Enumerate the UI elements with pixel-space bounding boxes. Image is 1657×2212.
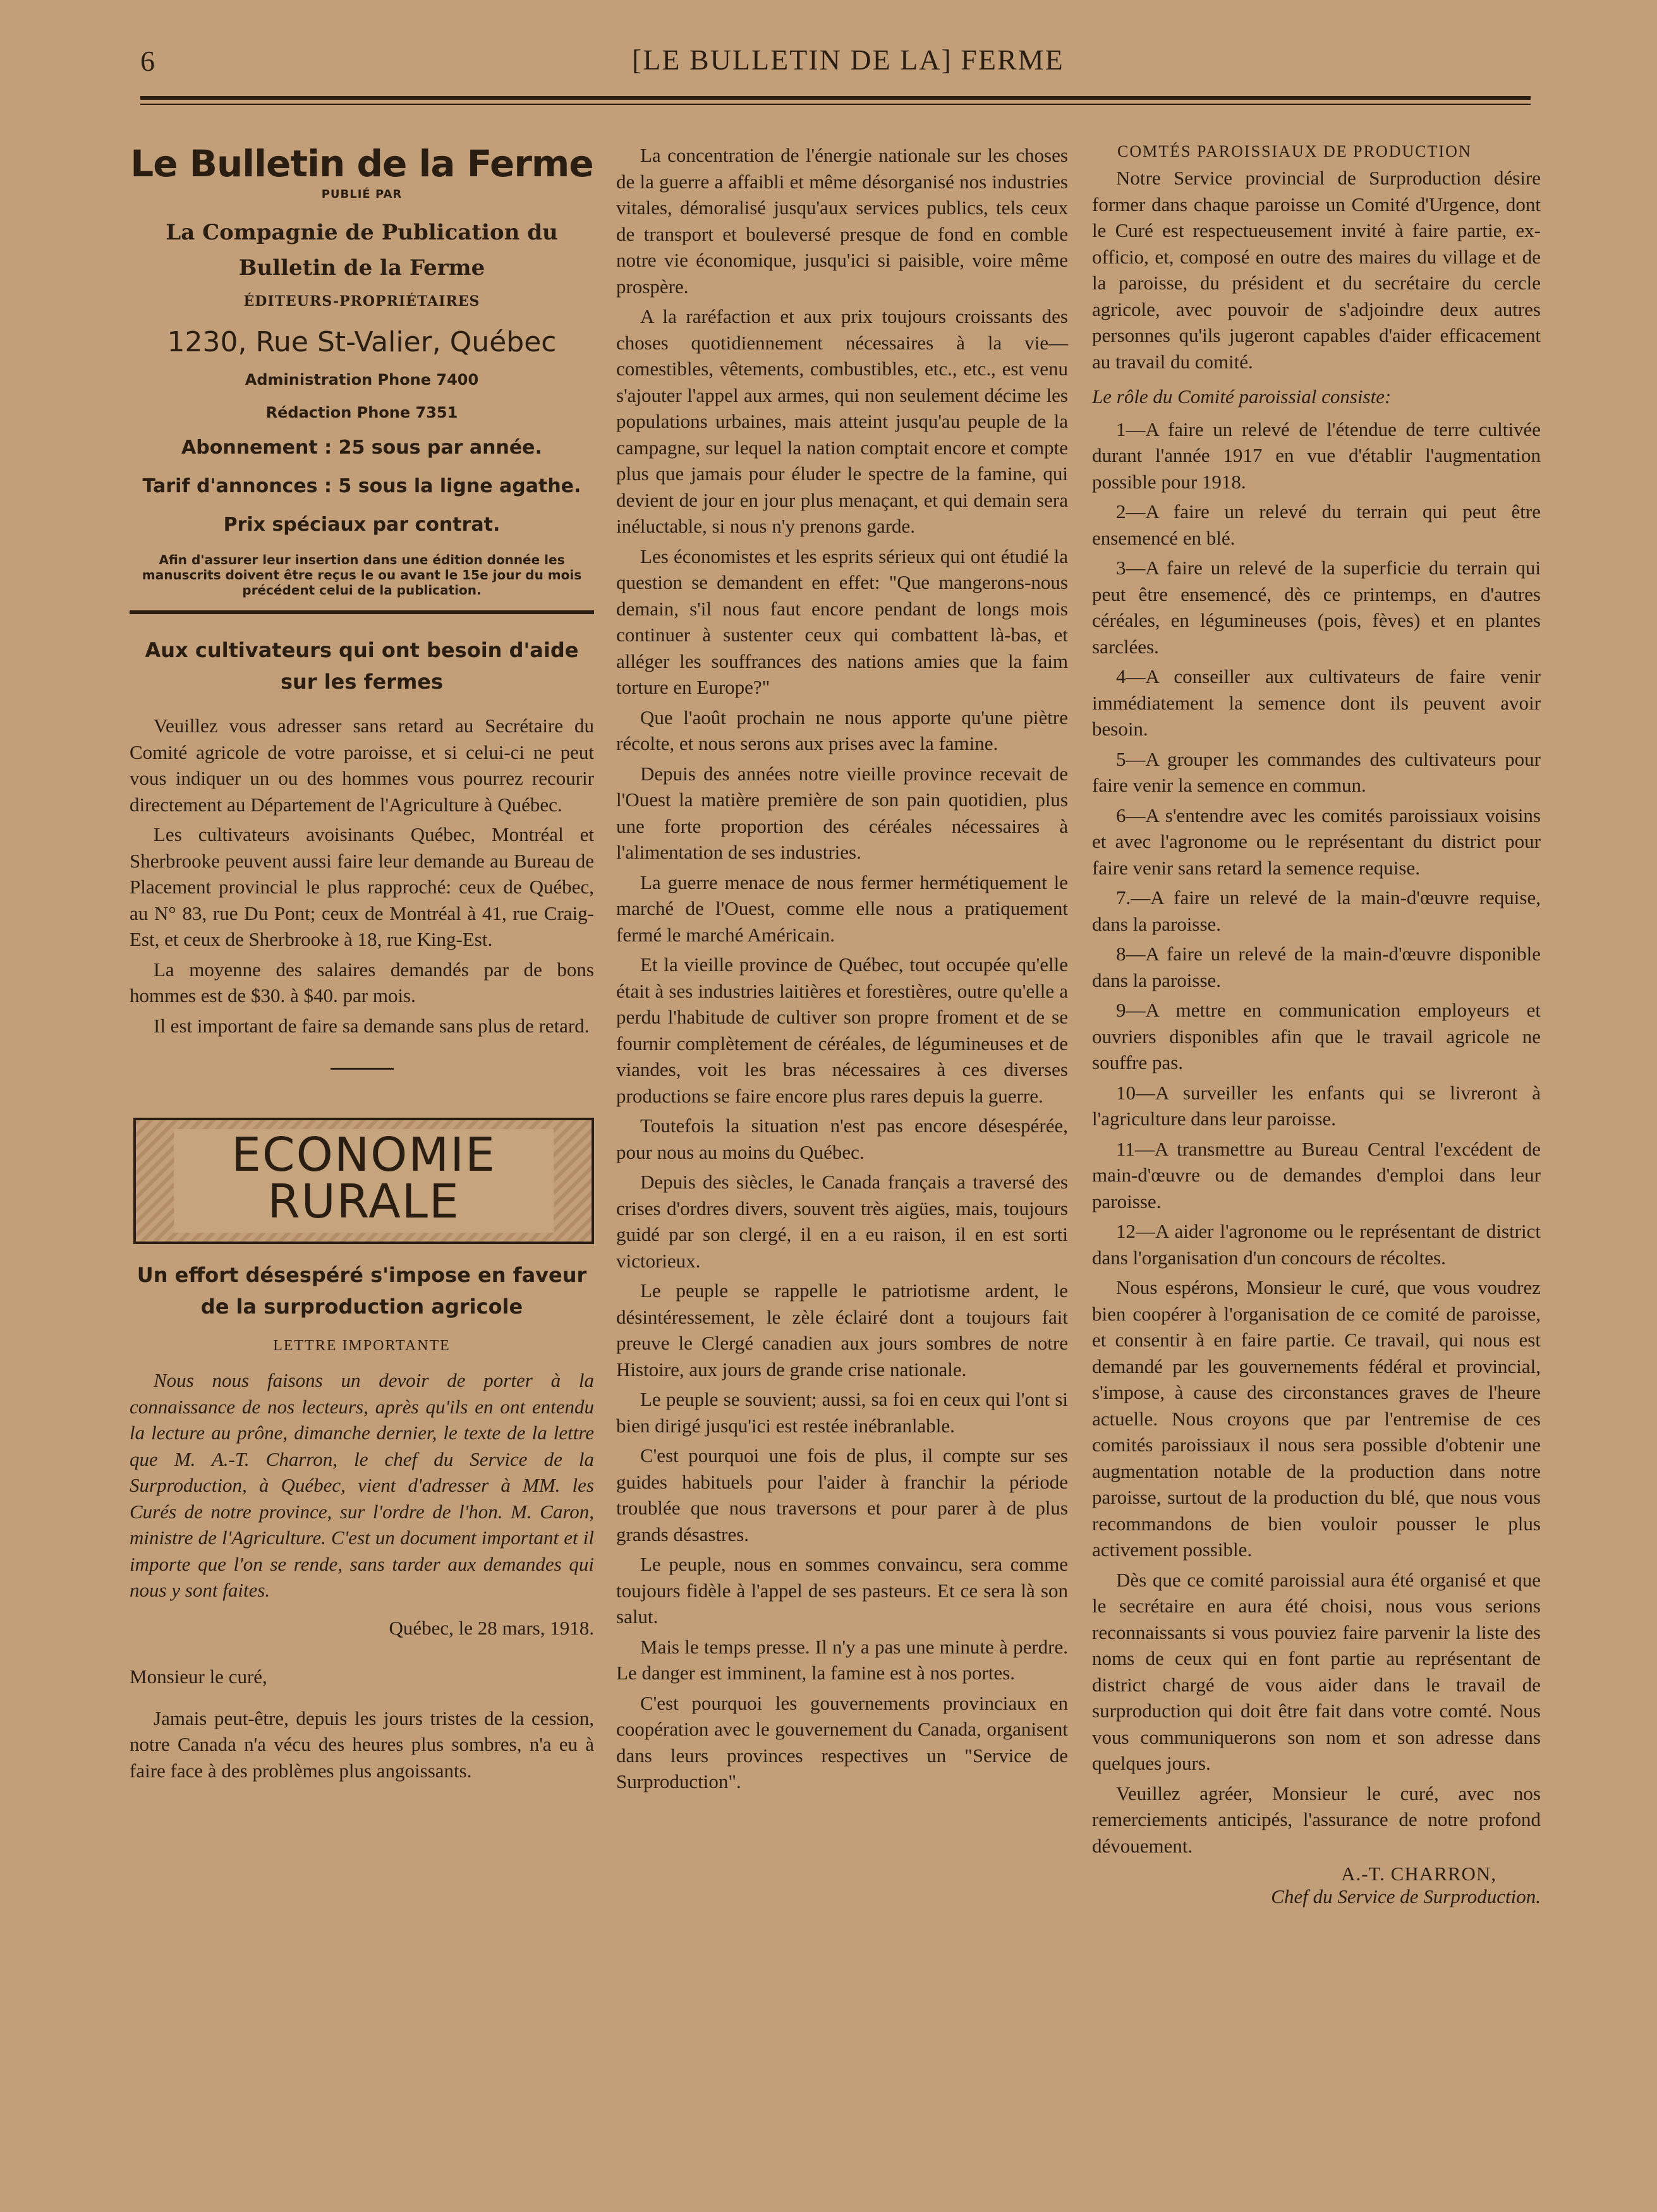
role-heading: Le rôle du Comité paroissial consiste:: [1092, 385, 1392, 408]
aide-paragraph: La moyenne des salaires demandés par de bons hommes est de $30. à $40. par mois.: [130, 958, 594, 1006]
publisher-line-1: La Compagnie de Publication du: [166, 220, 558, 245]
letter-paragraph: Et la vieille province de Québec, tout occupée qu'elle était à ses industries laitières et forestières, outre qu'elle a perdu l'habitude de cultiver son propre froment et de se fournir complètement de céréales, de légumineuses et de viandes, voit les bras nécessaires à ces diverses productions se faire encore plus rares depuis la guerre.: [616, 953, 1068, 1107]
letter-paragraph: Le peuple se rappelle le patriotisme ardent, le désintéressement, le zèle éclairé dont a toujours fait preuve le Clergé canadien aux jours sombres de notre Histoire, aux jours de grande crise nationale.: [616, 1279, 1068, 1381]
role-item: 2—A faire un relevé du terrain qui peut être ensemencé en blé.: [1092, 500, 1541, 549]
letter-paragraph: Que l'août prochain ne nous apporte qu'une piètre récolte, et nous serons aux prises avec la famine.: [616, 706, 1068, 754]
signature-name: A.-T. CHARRON,: [1341, 1863, 1496, 1885]
letter-paragraph: Nous espérons, Monsieur le curé, que vous voudrez bien coopérer à l'organisation de ce comité de paroisse, et consentir à en faire partie. Ce travail, qui nous est demandé par les gouvernements fédéral et provincial, s'impose, à cause des circonstances graves de l'heure actuelle. Nous croyons que par l'entremise de ces comités paroissiaux il nous sera possible d'obtenir une augmentation notable de la production dans notre paroisse, surtout de la production du blé, que nous vous recommandons de bien vouloir pousser le plus activement possible.: [1092, 1276, 1541, 1561]
role-item: 8—A faire un relevé de la main-d'œuvre disponible dans la paroisse.: [1092, 943, 1541, 991]
editors-label: ÉDITEURS-PROPRIÉTAIRES: [243, 293, 480, 310]
letter-dateline: Québec, le 28 mars, 1918.: [389, 1616, 594, 1639]
submission-notice: Afin d'assurer leur insertion dans une édition donnée les manuscrits doivent être reçus le ou avant le 15e jour du mois précédent celui de la publication.: [142, 552, 582, 598]
role-item: 10—A surveiller les enfants qui se livreront à l'agriculture dans leur paroisse.: [1092, 1081, 1541, 1130]
published-by: PUBLIÉ PAR: [321, 188, 403, 201]
letter-paragraph: Veuillez agréer, Monsieur le curé, avec nos remerciements anticipés, l'assurance de notre profond dévouement.: [1092, 1782, 1541, 1857]
role-item: 12—A aider l'agronome ou le représentant de district dans l'organisation d'un concours de récoltes.: [1092, 1220, 1541, 1269]
masthead-address: 1230, Rue St-Valier, Québec: [167, 326, 557, 358]
running-title: [LE BULLETIN DE LA] FERME: [632, 44, 1064, 76]
role-item: 3—A faire un relevé de la superficie du terrain qui peut être ensemencé, dès ce printemps, en d'autres céréales, en légumineuses (pois, fèves) et en plantes sarclées.: [1092, 557, 1541, 658]
masthead-rule: [130, 610, 594, 614]
article-intro: Nous nous faisons un devoir de porter à la connaissance de nos lecteurs, après qu'ils en ont entendu la lecture au prône, dimanche dernier, le texte de la lettre que M. A.-T. Charron, le chef du Service de la Surproduction, à Québec, vient d'adresser à MM. les Curés de notre province, sur l'ordre de l'hon. M. Caron, ministre de l'Agriculture. C'est un document important et il importe que l'on se rende, sans tarder aux demandes qui nous y sont faites.: [130, 1369, 594, 1601]
role-item: 5—A grouper les commandes des cultivateurs pour faire venir la semence en commun.: [1092, 747, 1541, 796]
aide-paragraph: Les cultivateurs avoisinants Québec, Montréal et Sherbrooke peuvent aussi faire leur demande au Bureau de Placement provincial le plus rapproché: ceux de Québec, au N° 83, rue Du Pont; ceux de Montréal à 41, rue Craig-Est, et ceux de Sherbrooke à 18, rue King-Est.: [130, 823, 594, 950]
banner-line-2: RURALE: [267, 1175, 460, 1229]
article-subhead: LETTRE IMPORTANTE: [273, 1338, 451, 1354]
letter-paragraph: A la raréfaction et aux prix toujours croissants des choses quotidiennement nécessaires à la vie—comestibles, vêtements, combustibles, etc., etc., est venu s'ajouter l'appel aux armes, qui non seulement décime les populations urbaines, mais atteint jusqu'au peuple de la campagne, sur lequel la nation comptait encore et compte plus que jamais pour éluder le spectre de la famine, qui devient de jour en jour plus menaçant, et qui demain sera inéluctable, si nous n'y prenons garde.: [616, 305, 1068, 537]
header-rule: [140, 96, 1531, 105]
economie-rurale-banner: [133, 1118, 594, 1244]
role-item: 4—A conseiller aux cultivateurs de faire venir immédiatement la semence dont ils peuvent avoir besoin.: [1092, 665, 1541, 740]
letter-paragraph: Dès que ce comité paroissial aura été organisé et que le secrétaire en aura été choisi, nous vous serions reconnaissants si vous pouviez faire parvenir la liste des noms de ceux qui en font partie au représentant de district chargé de vous aider dans le travail de surproduction qui doit être fait dans votre comté. Nous vous communiquerons son nom et son adresse dans quelques jours.: [1092, 1568, 1541, 1774]
letter-paragraph: La concentration de l'énergie nationale sur les choses de la guerre a affaibli et même désorganisé nos industries vitales, démoralisé jusqu'aux services publics, tels ceux de transport et bouleversé presque de fond en comble notre vie économique, jusqu'ici si paisible, voire même prospère.: [616, 144, 1068, 298]
masthead-title: Le Bulletin de la Ferme: [130, 142, 593, 185]
column-1: [130, 142, 594, 1787]
letter-paragraph: Jamais peut-être, depuis les jours tristes de la cession, notre Canada n'a vécu des heures plus sombres, n'a eu à faire face à des problèmes plus angoissants.: [130, 1707, 594, 1782]
aide-heading: Aux cultivateurs qui ont besoin d'aide sur les fermes: [145, 638, 579, 694]
publisher-line-2: Bulletin de la Ferme: [238, 255, 485, 281]
letter-paragraph: Mais le temps presse. Il n'y a pas une minute à perdre. Le danger est imminent, la famine est à nos portes.: [616, 1635, 1068, 1684]
section-heading-comites: COMTÉS PAROISSIAUX DE PRODUCTION: [1117, 142, 1472, 160]
banner-line-1: ECONOMIE: [231, 1128, 496, 1182]
letter-paragraph: Le peuple, nous en sommes convaincu, sera comme toujours fidèle à l'appel de ses pasteurs. Et ce sera là son salut.: [616, 1553, 1068, 1628]
letter-paragraph: Depuis des années notre vieille province recevait de l'Ouest la matière première de son pain quotidien, plus une forte proportion des céréales nécessaires à l'alimentation de ses industries.: [616, 762, 1068, 863]
letter-paragraph: C'est pourquoi les gouvernements provinciaux en coopération avec le gouvernement du Canada, organisent dans leurs provinces respectives un "Service de Surproduction".: [616, 1691, 1068, 1792]
role-item: 11—A transmettre au Bureau Central l'excédent de main-d'œuvre ou de demandes d'emploi dans leur paroisse.: [1092, 1137, 1541, 1212]
redaction-phone: Rédaction Phone 7351: [265, 404, 458, 421]
role-item: 1—A faire un relevé de l'étendue de terre cultivée durant l'année 1917 en vue d'établir l'augmentation possible pour 1918.: [1092, 418, 1541, 493]
letter-paragraph: Notre Service provincial de Surproduction désire former dans chaque paroisse un Comité d'Urgence, dont le Curé est respectueusement invité à faire partie, ex-officio, et, composé en outre des maires du village et de la paroisse, du président et du secrétaire du cercle agricole, avec pouvoir de s'adjoindre deux autres personnes qu'ils jugeront capables d'aider efficacement au travail du comité.: [1092, 167, 1541, 373]
aide-paragraph: Veuillez vous adresser sans retard au Secrétaire du Comité agricole de votre paroisse, et si celui-ci ne peut vous indiquer un ou des hommes vous pourrez recourir directement au Département de l'Agriculture à Québec.: [130, 715, 594, 816]
admin-phone: Administration Phone 7400: [245, 371, 479, 389]
role-item: 9—A mettre en communication employeurs et ouvriers disponibles afin que le travail agricole ne souffre pas.: [1092, 999, 1541, 1073]
subscription-rate: Abonnement : 25 sous par année.: [181, 437, 542, 459]
banner-text: [136, 1128, 592, 1229]
aide-paragraph: Il est important de faire sa demande sans plus de retard.: [154, 1014, 590, 1037]
letter-paragraph: Les économistes et les esprits sérieux qui ont étudié la question se demandent en effet: "Que mangerons-nous demain, s'il nous faut encore pendant de longs mois continuer à sustenter ceux qui combattent là-bas, et alléger les souffrances des nations amies que la faim torture en Europe?": [616, 545, 1068, 698]
letter-paragraph: Depuis des siècles, le Canada français a traversé des crises d'ordres divers, souvent très aigües, mais, toujours guidé par son clergé, il en a eu raison, il en est sorti victorieux.: [616, 1171, 1068, 1272]
special-price: Prix spéciaux par contrat.: [223, 514, 501, 536]
letter-paragraph: Le peuple se souvient; aussi, sa foi en ceux qui l'ont si bien dirigé jusqu'ici est restée inébranlable.: [616, 1388, 1068, 1437]
article-headline: Un effort désespéré s'impose en faveur de la surproduction agricole: [137, 1263, 587, 1319]
letter-salutation: Monsieur le curé,: [130, 1665, 267, 1688]
signature-title: Chef du Service de Surproduction.: [1271, 1885, 1541, 1907]
role-item: 6—A s'entendre avec les comités paroissiaux voisins et avec l'agronome ou le représentant du district pour faire venir sans retard la semence requise.: [1092, 804, 1541, 879]
column-3: [1092, 142, 1541, 1908]
letter-paragraph: Toutefois la situation n'est pas encore désespérée, pour nous au moins du Québec.: [616, 1115, 1068, 1163]
role-item: 7.—A faire un relevé de la main-d'œuvre requise, dans la paroisse.: [1092, 886, 1541, 935]
section-divider: [331, 1068, 394, 1070]
column-2: [616, 142, 1068, 1799]
letter-paragraph: La guerre menace de nous fermer hermétiquement le marché de l'Ouest, comme elle nous a pratiquement fermé le marché Américain.: [616, 871, 1068, 946]
page-number: 6: [140, 45, 155, 77]
ad-rate: Tarif d'annonces : 5 sous la ligne agathe.: [142, 475, 581, 497]
letter-paragraph: C'est pourquoi une fois de plus, il compte sur ses guides habituels pour l'aider à franchir la période troublée que nous traversons et pour parer à de plus grands désastres.: [616, 1444, 1068, 1545]
